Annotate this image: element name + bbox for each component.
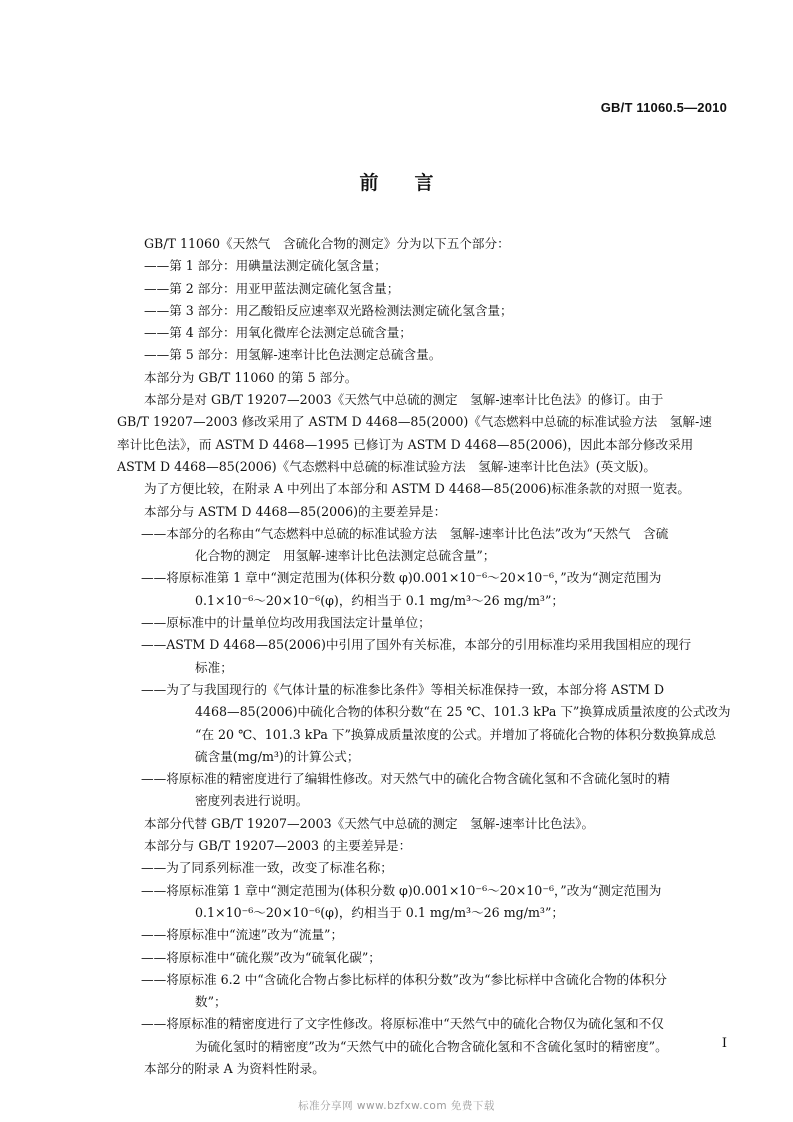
paragraph-replaces: 本部分代替 GB/T 19207—2003《天然气中总硫的测定 氢解-速率计比色法》。 (144, 815, 595, 831)
list-item-line: 0.1×10⁻⁶～20×10⁻⁶(φ)，约相当于 0.1 mg/m³～26 mg/m³”； (195, 592, 564, 608)
list-item-line: ——原标准中的计量单位均改用我国法定计量单位； (141, 615, 431, 631)
list-item-line: 4468—85(2006)中硫化合物的体积分数“在 25 ℃、101.3 kPa 下”换算成质量浓度的公式改为 (195, 704, 731, 720)
list-item-astm-diff-5 (117, 679, 733, 768)
list-item-line: 数”； (195, 994, 227, 1010)
list-item-part-2: ——第 2 部分：用亚甲蓝法测定硫化氢含量； (144, 280, 400, 296)
list-item-line: 密度列表进行说明。 (195, 793, 309, 809)
footer-watermark: 标准分享网 www.bzfxw.com 免费下载 (298, 1100, 495, 1112)
list-item-line: ——将原标准 6.2 中“含硫化合物占参比标样的体积分数”改为“参比标样中含硫化合物的体积分 (141, 971, 667, 987)
list-item-gbt-diff-6 (117, 1013, 733, 1058)
list-item-line: ——将原标准第 1 章中“测定范围为(体积分数 φ)0.001×10⁻⁶～20×10⁻⁶，”改为“测定范围为 (141, 882, 662, 898)
page-title: 前言 (359, 172, 470, 194)
list-item-line: 0.1×10⁻⁶～20×10⁻⁶(φ)，约相当于 0.1 mg/m³～26 mg/m³”； (195, 904, 564, 920)
list-item-gbt-diff-4 (117, 947, 733, 969)
list-item-line: ——本部分的名称由“气态燃料中总硫的标准试验方法 氢解-速率计比色法”改为“天然气 含硫 (141, 525, 669, 541)
list-item-gbt-diff-1 (117, 857, 733, 879)
list-item-line: ——将原标准中“流速”改为“流量”； (141, 927, 344, 943)
list-item-line: “在 20 ℃、101.3 kPa 下”换算成质量浓度的公式。并增加了将硫化合物的体积分数换算成总 (195, 726, 717, 742)
paragraph-part-statement: 本部分为 GB/T 11060 的第 5 部分。 (144, 369, 358, 385)
list-item-astm-diff-4 (117, 634, 733, 679)
list-item-line: ——为了同系列标准一致，改变了标准名称； (141, 860, 393, 876)
list-item-astm-diff-6 (117, 768, 733, 813)
page-number: I (721, 1036, 727, 1051)
paragraph-annex: 本部分的附录 A 为资料性附录。 (144, 1060, 325, 1076)
list-item-gbt-diff-2 (117, 880, 733, 925)
list-item-part-3: ——第 3 部分：用乙酸铅反应速率双光路检测法测定硫化氢含量； (144, 302, 513, 318)
paragraph-intro: GB/T 11060《天然气 含硫化合物的测定》分为以下五个部分： (144, 236, 510, 251)
list-item-line: ——将原标准中“硫化羰”改为“硫氧化碳”； (141, 949, 381, 965)
list-item-part-1: ——第 1 部分：用碘量法测定硫化氢含量； (144, 258, 387, 274)
list-item-line: 标准； (195, 659, 233, 675)
list-item-astm-diff-3 (117, 612, 733, 634)
paragraph-comparison: 为了方便比较，在附录 A 中列出了本部分和 ASTM D 4468—85(2006)标准条款的对照一览表。 (144, 481, 690, 497)
list-item-astm-diff-2 (117, 567, 733, 612)
list-item-line: 为硫化氢时的精密度”改为“天然气中的硫化合物含硫化氢和不含硫化氢时的精密度”。 (195, 1038, 668, 1054)
paragraph-revision-line-2: GB/T 19207—2003 修改采用了 ASTM D 4468—85(2000)《气态燃料中总硫的标准试验方法 氢解-速 (117, 414, 712, 430)
list-item-line: ——ASTM D 4468—85(2006)中引用了国外有关标准，本部分的引用标准均采用我国相应的现行 (141, 637, 692, 653)
list-item-line: 硫含量(mg/m³)的计算公式； (195, 748, 360, 764)
paragraph-revision-line-4: ASTM D 4468—85(2006)《气态燃料中总硫的标准试验方法 氢解-速率计比色法》(英文版)。 (117, 458, 656, 474)
list-item-line: ——将原标准的精密度进行了编辑性修改。对天然气中的硫化合物含硫化氢和不含硫化氢时的精 (141, 771, 670, 787)
document-body (117, 233, 733, 1080)
paragraph-revision-line-3: 率计比色法》，而 ASTM D 4468—1995 已修订为 ASTM D 4468—85(2006)，因此本部分修改采用 (117, 436, 694, 452)
list-item-gbt-diff-5 (117, 969, 733, 1014)
list-item-line: ——为了与我国现行的《气体计量的标准参比条件》等相关标准保持一致，本部分将 ASTM D (141, 681, 665, 697)
list-item-astm-diff-1 (117, 523, 733, 568)
standard-code: GB/T 11060.5—2010 (600, 100, 727, 115)
list-item-gbt-diff-3 (117, 924, 733, 946)
paragraph-astm-differences: 本部分与 ASTM D 4468—85(2006)的主要差异是： (144, 503, 447, 519)
list-item-line: ——将原标准的精密度进行了文字性修改。将原标准中“天然气中的硫化合物仅为硫化氢和不仅 (141, 1016, 664, 1032)
list-item-part-5: ——第 5 部分：用氢解-速率计比色法测定总硫含量。 (144, 347, 442, 363)
paragraph-gbt-differences: 本部分与 GB/T 19207—2003 的主要差异是： (144, 838, 412, 854)
list-item-part-4: ——第 4 部分：用氧化微库仑法测定总硫含量； (144, 325, 412, 341)
list-item-line: ——将原标准第 1 章中“测定范围为(体积分数 φ)0.001×10⁻⁶～20×10⁻⁶，”改为“测定范围为 (141, 570, 662, 586)
paragraph-revision-line-1: 本部分是对 GB/T 19207—2003《天然气中总硫的测定 氢解-速率计比色法》的修订。由于 (144, 392, 664, 408)
list-item-line: 化合物的测定 用氢解-速率计比色法测定总硫含量”； (195, 548, 496, 564)
